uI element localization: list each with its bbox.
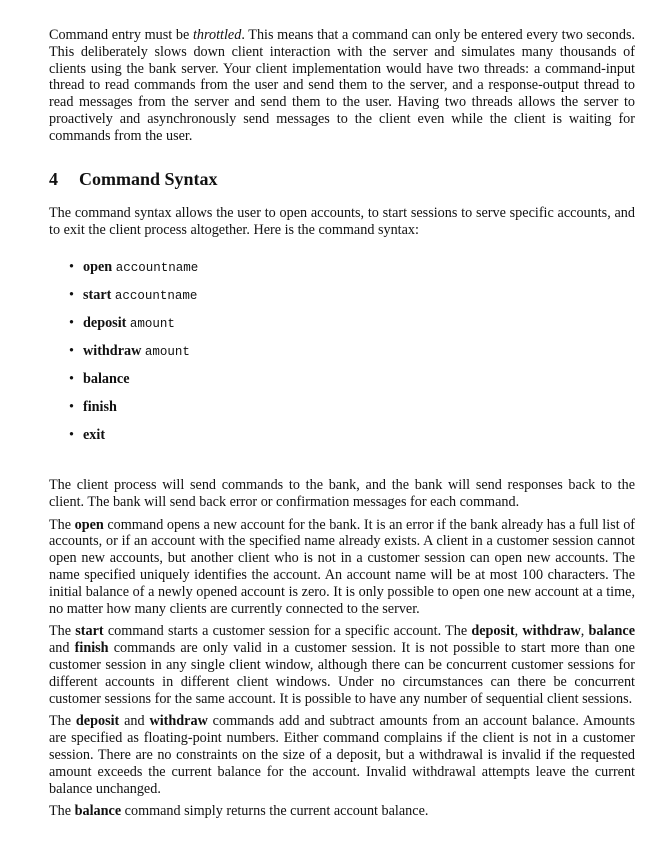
text: The [49,713,76,730]
command-item [69,427,635,455]
keyword: deposit [471,623,515,640]
emphasis: throttled [192,27,242,43]
keyword: withdraw [149,713,208,730]
command-name: withdraw [83,342,142,359]
command-name: exit [83,426,106,443]
keyword: open [74,516,104,533]
bullet-icon: • [69,426,74,443]
keyword: withdraw [522,623,581,640]
command-arg: amount [129,316,175,331]
section-heading [49,168,635,189]
command-list [49,259,635,455]
command-name: balance [83,370,130,387]
text: and [49,640,75,657]
text: commands add and subtract amounts from an account balance. Amounts are specified as floating-point numbers. Either command complains if the client is not in a customer session. There are no constraints on the size of a deposit, but a withdrawal is invalid if the requested amount exceeds the current balance for the account. Invalid withdrawal attempts leave the current balance unchanged. [49,713,635,797]
text: command opens a new account for the bank. It is an error if the bank already has a full list of accounts, or if an account with the specified name already exists. A client in a customer session cannot open new accounts, but another client who is not in a customer session can open new accounts. The name specified uniquely identifies the account. An account name will be at most 100 characters. The initial balance of a newly opened account is zero. It is only possible to open one new account at a time, no matter how many clients are currently connected to the server. [49,516,636,617]
keyword: start [75,623,104,640]
bullet-icon: • [69,258,74,275]
paragraph-balance-command [49,803,635,820]
section-number: 4 [49,168,58,189]
document-page [49,27,635,826]
text: , [514,623,523,640]
command-item [69,287,635,315]
text: command starts a customer session for a specific account. The [103,623,472,640]
keyword: deposit [75,713,120,730]
keyword: balance [74,803,122,820]
paragraph-open-command [49,517,635,618]
text: command simply returns the current account balance. [121,803,429,820]
command-arg: amount [144,344,190,359]
keyword: balance [588,623,636,640]
command-name: start [83,286,112,303]
text: The [49,516,75,533]
text: Command entry must be [49,27,193,43]
keyword: finish [74,640,109,657]
command-item [69,343,635,371]
bullet-icon: • [69,314,74,331]
bullet-icon: • [69,286,74,303]
text: commands are only valid in a customer session. It is not possible to start more than one customer session in any single client window, although there can be concurrent customer sessions for different accounts in different client windows. Under no circumstances can there be concurrent customer sessions for the same account. It is possible to have any number of sequential client sessions. [49,640,635,707]
command-arg: accountname [115,260,199,275]
command-item [69,315,635,343]
bullet-icon: • [69,370,74,387]
text: and [119,713,150,730]
command-name: open [83,258,113,275]
command-arg: accountname [114,288,198,303]
paragraph-syntax-intro: The command syntax allows the user to open accounts, to start sessions to serve specific accounts, and to exit the client process altogether. Here is the command syntax: [49,205,635,239]
text: The [49,623,76,640]
bullet-icon: • [69,398,74,415]
paragraph-deposit-withdraw [49,713,635,797]
paragraph-throttling [49,27,635,145]
command-name: finish [83,398,117,415]
paragraph-client-process: The client process will send commands to the bank, and the bank will send responses back to the client. The bank will send back error or confirmation messages for each command. [49,476,635,510]
bullet-icon: • [69,342,74,359]
command-item [69,371,635,399]
command-item [69,259,635,287]
paragraph-start-command [49,623,635,707]
text: The [49,803,75,820]
command-name: deposit [83,314,127,331]
text: , [580,623,589,640]
section-title: Command Syntax [79,168,218,189]
command-item [69,399,635,427]
text: . This means that a command can only be entered every two seconds. This deliberately slows down client interaction with the server and simulates many thousands of clients using the bank server. Your client implementation would have two threads: a command-input thread to read commands from the user and send them to the server, and a response-output thread to read messages from the server and send them to the user. Having two threads allows the server to proactively and asynchronously send messages to the client even while the client is waiting for commands from the user. [49,27,636,144]
